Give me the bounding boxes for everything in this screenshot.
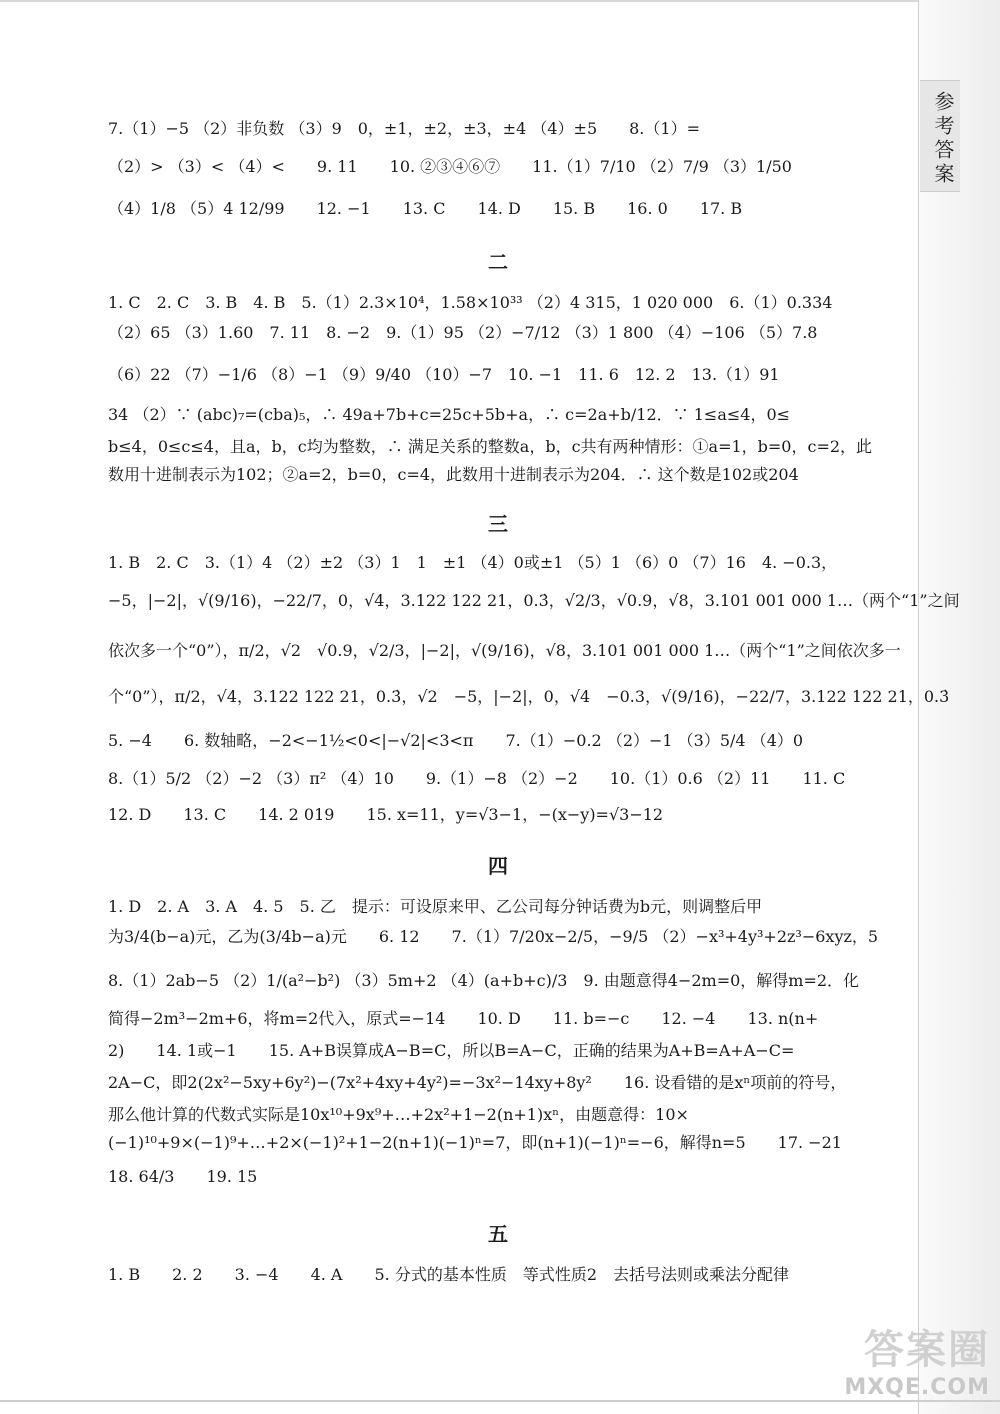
- section-heading-2: 二: [488, 250, 508, 274]
- answer-line: 1. B 2. C 3.（1）4 （2）±2 （3）1 1 ±1 （4）0或±1 （5）1 （6）0 （7）16 4. −0.3，: [108, 553, 838, 572]
- answer-line: 为3/4(b−a)元，乙为(3/4b−a)元 6. 12 7.（1）7/20x−2/5，−9/5 （2）−x³+4y³+2z³−6xyz，5: [108, 927, 879, 946]
- answer-line: 简得−2m³−2m+6，将m=2代入，原式=−14 10. D 11. b=−c 12. −4 13. n(n+: [108, 1009, 819, 1028]
- watermark: [844, 1318, 990, 1400]
- answer-line: 1. D 2. A 3. A 4. 5 5. 乙 提示：可设原来甲、乙公司每分钟话费为b元，则调整后甲: [108, 897, 763, 916]
- answer-line: 8.（1）2ab−5 （2）1/(a²−b²) （3）5m+2 （4）(a+b+c)/3 9. 由题意得4−2m=0，解得m=2．化: [108, 971, 860, 990]
- answer-line: 8.（1）5/2 （2）−2 （3）π² （4）10 9.（1）−8 （2）−2 10.（1）0.6 （2）11 11. C: [108, 769, 846, 788]
- answer-line: 那么他计算的代数式实际是10x¹⁰+9x⁹+…+2x²+1−2(n+1)xⁿ，由题意得：10×: [108, 1105, 689, 1124]
- side-tab-label: 参考答案: [931, 91, 955, 187]
- answer-line: 个“0”），π/2，√4，3.122 122 21，0.3̇，√2 −5，|−2|，0，√4 −0.3，√(9/16)，−22/7，3.122 122 21，0.3̇: [108, 687, 950, 706]
- answer-line: 1. C 2. C 3. B 4. B 5.（1）2.3×10⁴，1.58×10³³ （2）4 315，1 020 000 6.（1）0.334: [108, 293, 833, 312]
- section-heading-3: 三: [488, 512, 508, 536]
- watermark-url: MXQE.COM: [844, 1375, 990, 1400]
- bottom-rule: [0, 1400, 1000, 1402]
- answer-line: b≤4，0≤c≤4，且a，b，c均为整数，∴ 满足关系的整数a，b，c共有两种情形：①a=1，b=0，c=2，此: [108, 437, 873, 456]
- answer-line: 2A−C，即2(2x²−5xy+6y²)−(7x²+4xy+4y²)=−3x²−14xy+8y² 16. 设看错的是xⁿ项前的符号，: [108, 1073, 847, 1092]
- answer-line: 5. −4 6. 数轴略，−2<−1½<0<|−√2|<3<π 7.（1）−0.2 （2）−1 （3）5/4 （4）0: [108, 731, 804, 750]
- answer-line: 2) 14. 1或−1 15. A+B误算成A−B=C，所以B=A−C，正确的结果为A+B=A+A−C=: [108, 1041, 795, 1060]
- answer-line: （4）1/8 （5）4 12/99 12. −1 13. C 14. D 15. B 16. 0 17. B: [108, 199, 743, 218]
- answer-line: 数用十进制表示为102；②a=2，b=0，c=4，此数用十进制表示为204．∴ 这个数是102或204: [108, 465, 799, 484]
- top-rule: [0, 0, 918, 2]
- answer-line: 18. 64/3 19. 15: [108, 1167, 258, 1186]
- answer-line: 1. B 2. 2 3. −4 4. A 5. 分式的基本性质 等式性质2 去括号法则或乘法分配律: [108, 1265, 790, 1284]
- section-heading-5: 五: [488, 1222, 508, 1246]
- side-tab: [920, 80, 960, 192]
- answer-line: (−1)¹⁰+9×(−1)⁹+…+2×(−1)²+1−2(n+1)(−1)ⁿ=7，即(n+1)(−1)ⁿ=−6，解得n=5 17. −21: [108, 1133, 842, 1152]
- answer-line: 7.（1）−5 （2）非负数 （3）9 0，±1，±2，±3，±4 （4）±5 8.（1）=: [108, 119, 700, 138]
- answer-line: （2）> （3）< （4）< 9. 11 10. ②③④⑥⑦ 11.（1）7/10 （2）7/9 （3）1/50: [108, 157, 792, 176]
- answer-line: 依次多一个“0”），π/2，√2 √0.9，√2/3，|−2|，√(9/16)，√8，3.101 001 000 1…（两个“1”之间依次多一: [108, 641, 901, 660]
- answer-line: −5，|−2|，√(9/16)，−22/7，0，√4，3.122 122 21，0.3̇，√2/3，√0.9，√8，3.101 001 000 1…（两个“1”之间: [108, 591, 960, 610]
- answer-line: （6）22 （7）−1/6 （8）−1 （9）9/40 （10）−7 10. −1 11. 6 12. 2 13.（1）91: [108, 365, 780, 384]
- answer-line: 12. D 13. C 14. 2 019 15. x=11，y=√3−1，−(x−y)=√3−12: [108, 805, 664, 824]
- answer-line: 34 （2）∵ (abc)₇=(cba)₅，∴ 49a+7b+c=25c+5b+a，∴ c=2a+b/12．∵ 1≤a≤4，0≤: [108, 405, 791, 424]
- section-heading-4: 四: [488, 854, 508, 878]
- answer-line: （2）65 （3）1.60 7. 11 8. −2 9.（1）95 （2）−7/12 （3）1 800 （4）−106 （5）7.8: [108, 323, 818, 342]
- watermark-logo: 答案圈: [864, 1327, 990, 1373]
